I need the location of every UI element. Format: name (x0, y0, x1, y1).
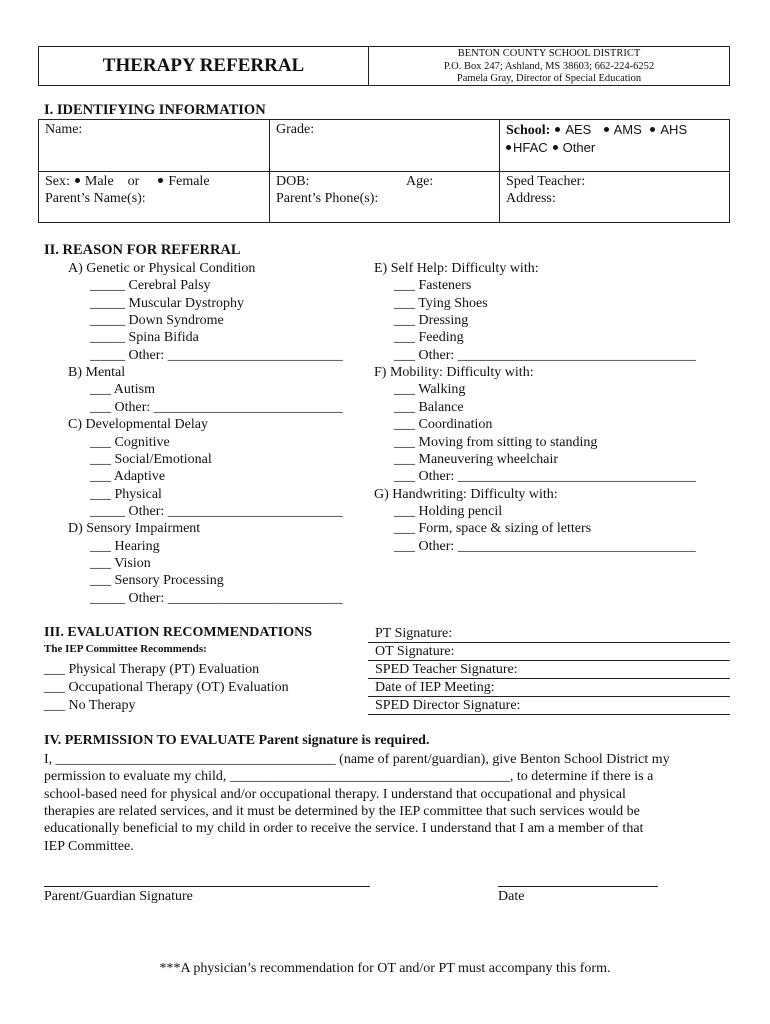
reason-right-item-7[interactable]: ___ Walking (394, 382, 466, 398)
reason-left-item-7[interactable]: ___ Autism (90, 382, 155, 398)
reason-left-item-19[interactable]: _____ Other: _________________________ (90, 590, 343, 606)
sex-male-option[interactable]: Male (84, 174, 114, 189)
reason-left-item-18[interactable]: ___ Sensory Processing (90, 573, 224, 589)
reason-right-item-14[interactable]: ___ Holding pencil (394, 503, 503, 519)
permission-line-5: IEP Committee. (44, 838, 134, 854)
parent-name-field[interactable]: Parent’s Name(s): (45, 191, 146, 206)
address-field[interactable]: Address: (506, 191, 556, 206)
reason-left-item-15: D) Sensory Impairment (68, 521, 201, 537)
reason-right-item-10[interactable]: ___ Moving from sitting to standing (394, 434, 598, 450)
reason-left-item-11[interactable]: ___ Social/Emotional (90, 451, 212, 467)
reason-right-item-0: E) Self Help: Difficulty with: (374, 261, 539, 276)
reason-right-item-5[interactable]: ___ Other: __________________________________ (394, 347, 696, 363)
reason-right-item-4[interactable]: ___ Feeding (394, 330, 464, 346)
date-line[interactable] (498, 886, 658, 887)
section-evaluation-heading: III. EVALUATION RECOMMENDATIONS (44, 625, 312, 640)
reason-left-item-2[interactable]: _____ Muscular Dystrophy (90, 295, 244, 311)
permission-line-4: educationally beneficial to my child in order to receive the service. I understand that I am a member of that (44, 821, 644, 837)
reason-left-item-12[interactable]: ___ Adaptive (90, 469, 166, 485)
permission-line-3: therapies are related services, and it must be determined by the IEP committee that such services would be (44, 803, 640, 819)
parent-signature-label: Parent/Guardian Signature (44, 889, 193, 904)
evaluation-signature-3[interactable]: Date of IEP Meeting: (375, 680, 495, 695)
evaluation-option-1[interactable]: ___ Occupational Therapy (OT) Evaluation (44, 680, 289, 695)
director-name: Pamela Gray, Director of Special Education (456, 73, 642, 84)
bullet-icon (158, 178, 163, 183)
bullet-icon (555, 127, 560, 132)
reason-left-item-1[interactable]: _____ Cerebral Palsy (90, 278, 211, 294)
school-option-other[interactable]: Other (562, 140, 596, 155)
sped-teacher-field[interactable]: Sped Teacher: (506, 174, 586, 189)
parent-signature-line[interactable] (44, 886, 370, 887)
reason-right-item-3[interactable]: ___ Dressing (394, 313, 469, 329)
school-option-hfac[interactable]: HFAC (513, 140, 548, 155)
reason-left-item-13[interactable]: ___ Physical (90, 486, 162, 502)
evaluation-subheading: The IEP Committee Recommends: (44, 643, 207, 655)
section-identifying-heading: I. IDENTIFYING INFORMATION (44, 102, 266, 118)
section-reason-heading: II. REASON FOR REFERRAL (44, 242, 241, 258)
reason-left-item-6: B) Mental (68, 365, 126, 381)
dob-field[interactable]: DOB: (276, 174, 310, 189)
school-label: School: (506, 123, 551, 138)
reason-right-item-11[interactable]: ___ Maneuvering wheelchair (394, 451, 559, 467)
evaluation-option-2[interactable]: ___ No Therapy (44, 698, 136, 713)
school-option-ahs[interactable]: AHS (660, 122, 688, 137)
reason-left-item-10[interactable]: ___ Cognitive (90, 434, 170, 450)
identifying-table (38, 119, 730, 223)
permission-line-1[interactable]: permission to evaluate my child, ________________________________________, to determine if there is a (44, 769, 654, 785)
school-option-aes[interactable]: AES (565, 122, 592, 137)
reason-right-item-15[interactable]: ___ Form, space & sizing of letters (394, 521, 592, 537)
section-permission-heading: IV. PERMISSION TO EVALUATE Parent signature is required. (44, 733, 430, 748)
reason-left-item-17[interactable]: ___ Vision (90, 555, 151, 571)
name-field[interactable]: Name: (45, 122, 83, 137)
evaluation-signature-2[interactable]: SPED Teacher Signature: (375, 662, 518, 677)
form-header (38, 46, 730, 86)
reason-left-item-8[interactable]: ___ Other: ___________________________ (90, 399, 343, 415)
district-info (369, 47, 729, 85)
reason-right-item-6: F) Mobility: Difficulty with: (374, 365, 534, 381)
bullet-icon (604, 127, 609, 132)
evaluation-signature-4[interactable]: SPED Director Signature: (375, 698, 521, 713)
signature-rule (368, 714, 730, 715)
permission-line-0[interactable]: I, ________________________________________ (name of parent/guardian), give Benton School District my (44, 752, 670, 767)
reason-left-item-5[interactable]: _____ Other: _________________________ (90, 347, 343, 363)
bullet-icon (75, 178, 80, 183)
reason-right-item-13: G) Handwriting: Difficulty with: (374, 486, 558, 502)
parent-phone-field[interactable]: Parent’s Phone(s): (276, 191, 379, 206)
reason-left-item-9: C) Developmental Delay (68, 417, 208, 433)
reason-left-item-14[interactable]: _____ Other: _________________________ (90, 503, 343, 519)
bullet-icon (506, 145, 511, 150)
reason-left-item-16[interactable]: ___ Hearing (90, 538, 160, 554)
reason-right-item-16[interactable]: ___ Other: __________________________________ (394, 538, 696, 554)
reason-left-item-0: A) Genetic or Physical Condition (68, 261, 256, 276)
sex-or: or (127, 174, 140, 189)
sex-label: Sex: (45, 174, 70, 189)
reason-left-item-4[interactable]: _____ Spina Bifida (90, 330, 199, 346)
reason-right-item-12[interactable]: ___ Other: __________________________________ (394, 469, 696, 485)
district-name: BENTON COUNTY SCHOOL DISTRICT (457, 48, 641, 59)
form-title: THERAPY REFERRAL (39, 47, 369, 85)
reason-right-item-9[interactable]: ___ Coordination (394, 417, 493, 433)
bullet-icon (553, 145, 558, 150)
date-label: Date (498, 889, 525, 904)
reason-right-item-2[interactable]: ___ Tying Shoes (394, 295, 488, 311)
evaluation-signature-1[interactable]: OT Signature: (375, 644, 455, 659)
sex-female-option[interactable]: Female (168, 174, 210, 189)
school-option-ams[interactable]: AMS (613, 122, 642, 137)
evaluation-option-0[interactable]: ___ Physical Therapy (PT) Evaluation (44, 662, 260, 677)
footer-note: ***A physician’s recommendation for OT and/or PT must accompany this form. (159, 961, 611, 976)
evaluation-signature-0[interactable]: PT Signature: (375, 626, 453, 641)
permission-line-2: school-based need for physical and/or occupational therapy. I understand that occupational and physical (44, 786, 626, 802)
grade-field[interactable]: Grade: (276, 122, 315, 137)
sex-field[interactable] (45, 173, 210, 190)
reason-right-item-8[interactable]: ___ Balance (394, 399, 464, 415)
reason-left-item-3[interactable]: _____ Down Syndrome (90, 313, 224, 329)
reason-right-item-1[interactable]: ___ Fasteners (394, 278, 472, 294)
school-field[interactable] (506, 121, 728, 157)
age-field[interactable]: Age: (406, 174, 434, 189)
bullet-icon (650, 127, 655, 132)
district-address: P.O. Box 247; Ashland, MS 38603; 662-224-6252 (443, 60, 655, 72)
